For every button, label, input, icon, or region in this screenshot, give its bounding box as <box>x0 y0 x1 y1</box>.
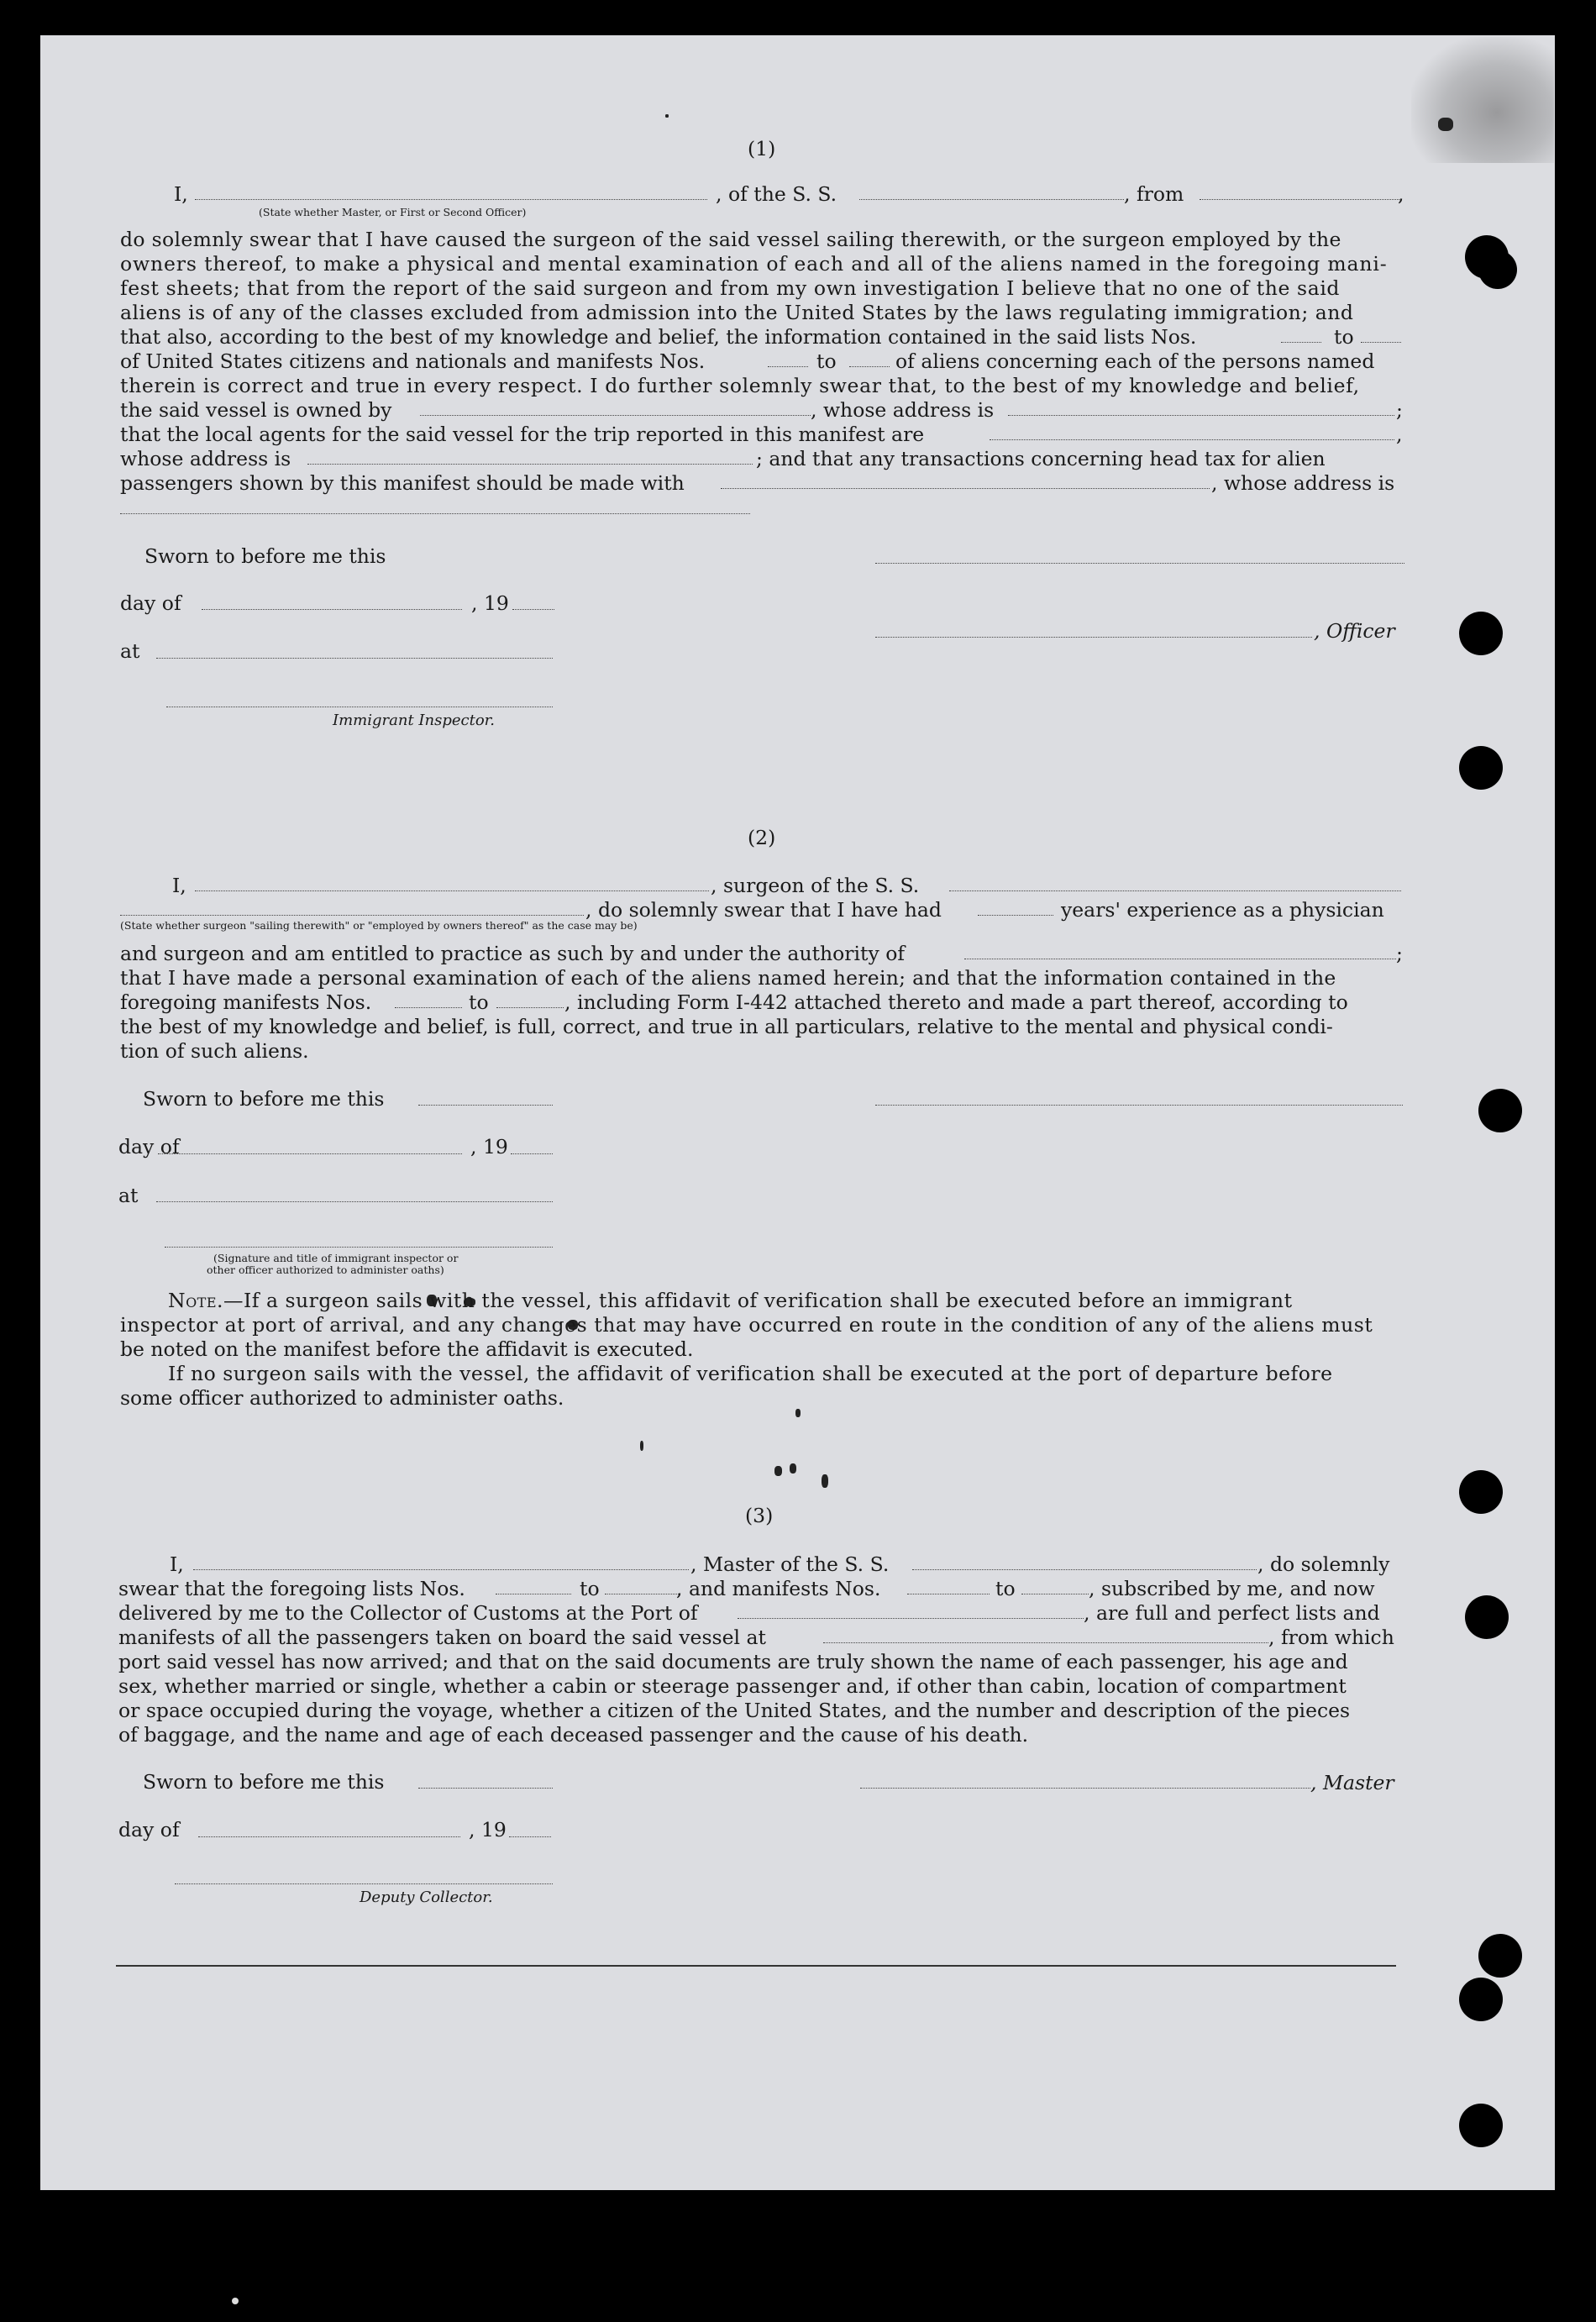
year-field[interactable] <box>509 1836 551 1837</box>
owner-address-field[interactable] <box>1008 415 1394 416</box>
section-2-number: (2) <box>748 826 776 849</box>
comma: , <box>1396 423 1403 446</box>
paragraph-line: aliens is of any of the classes excluded from admission into the United States by the laws regulating immigration; and <box>120 301 1354 324</box>
note-line: some officer authorized to administer oaths. <box>120 1386 564 1410</box>
label-i: I, <box>170 1552 184 1576</box>
lists-to-field[interactable] <box>1361 342 1401 343</box>
label-master-of: , Master of the S. S. <box>690 1552 890 1576</box>
paragraph-line: ; and that any transactions concerning head tax for alien <box>756 447 1326 470</box>
at-label: at <box>120 639 140 663</box>
master-label: , Master <box>1310 1771 1394 1794</box>
ink-speck <box>1438 118 1453 131</box>
paragraph-line: port said vessel has now arrived; and that on the said documents are truly shown the name of each passenger, his age and <box>118 1650 1348 1673</box>
label-i: I, <box>174 182 188 206</box>
ink-speck <box>665 114 669 118</box>
label-to: to <box>1334 325 1354 349</box>
punch-hole <box>1465 1595 1509 1639</box>
ink-speck <box>232 2298 239 2304</box>
day-of-field[interactable] <box>158 1153 462 1154</box>
signature-hint: (Signature and title of immigrant inspector or <box>213 1252 459 1264</box>
note-label: Note. <box>168 1289 224 1312</box>
year-label: , 19 <box>471 591 509 615</box>
day-of-label: day of <box>120 591 181 615</box>
officer-signature-field[interactable] <box>875 563 1404 564</box>
port-of-departure-field[interactable] <box>823 1642 1268 1643</box>
semicolon: ; <box>1396 942 1403 965</box>
section-1-number: (1) <box>748 137 776 160</box>
semicolon: ; <box>1396 398 1403 422</box>
paragraph-line: that I have made a personal examination of each of the aliens named herein; and that the information contained in the <box>120 966 1336 990</box>
ink-speck <box>790 1463 796 1474</box>
paragraph-line: , are full and perfect lists and <box>1084 1601 1380 1625</box>
label-to: to <box>995 1577 1016 1600</box>
lists-from-field[interactable] <box>1281 342 1321 343</box>
ship-name-field[interactable] <box>859 199 1124 200</box>
paragraph-line: , from which <box>1268 1626 1394 1649</box>
note-line: be noted on the manifest before the affidavit is executed. <box>120 1337 694 1361</box>
inspector-label: Immigrant Inspector. <box>333 712 496 729</box>
year-label: , 19 <box>470 1135 508 1158</box>
owner-field[interactable] <box>420 415 811 416</box>
label-years: years' experience as a physician <box>1061 898 1384 922</box>
sworn-label: Sworn to before me this <box>143 1770 385 1794</box>
port-of-arrival-field[interactable] <box>738 1618 1084 1619</box>
ink-speck <box>640 1441 643 1451</box>
paragraph-line: or space occupied during the voyage, whether a citizen of the United States, and the number and description of the pieces <box>118 1699 1351 1722</box>
day-of-field[interactable] <box>198 1836 460 1837</box>
day-of-label: day of <box>118 1818 180 1841</box>
port-from-field[interactable] <box>1200 199 1399 200</box>
paragraph-line: foregoing manifests Nos. <box>120 990 372 1014</box>
punch-hole <box>1459 2104 1503 2147</box>
label-to: to <box>469 990 489 1014</box>
paragraph-line: therein is correct and true in every respect. I do further solemnly swear that, to the best of my knowledge and belief, <box>120 374 1360 397</box>
bottom-rule <box>116 1965 1396 1967</box>
sworn-label: Sworn to before me this <box>144 544 386 568</box>
master-name-field[interactable] <box>193 1569 689 1570</box>
label-to: to <box>580 1577 600 1600</box>
paragraph-line: of United States citizens and nationals and manifests Nos. <box>120 349 706 373</box>
paragraph-line: do solemnly swear that I have caused the surgeon of the said vessel sailing therewith, or the surgeon employed by the <box>120 228 1341 251</box>
punch-hole <box>1459 1978 1503 2021</box>
manifests-from-field[interactable] <box>395 1007 462 1008</box>
label-to: to <box>816 349 837 373</box>
paragraph-line: the best of my knowledge and belief, is full, correct, and true in all particulars, relative to the mental and physical condi- <box>120 1015 1333 1038</box>
at-place-field[interactable] <box>156 658 553 659</box>
paragraph-line: of baggage, and the name and age of each deceased passenger and the cause of his death. <box>118 1723 1029 1747</box>
sworn-day-field[interactable] <box>418 1105 553 1106</box>
head-tax-address-field[interactable] <box>120 513 750 514</box>
label-surgeon-of: , surgeon of the S. S. <box>711 874 920 897</box>
paragraph-line: swear that the foregoing lists Nos. <box>118 1577 465 1600</box>
field-hint: (State whether Master, or First or Second Officer) <box>259 206 527 218</box>
day-of-label: day of <box>118 1135 180 1158</box>
label-of-ss: , of the S. S. <box>716 182 837 206</box>
officer-label: , Officer <box>1314 619 1395 643</box>
paragraph-line: the said vessel is owned by <box>120 398 392 422</box>
paragraph-line: sex, whether married or single, whether a cabin or steerage passenger and, if other than cabin, location of compartment <box>118 1674 1347 1698</box>
sworn-label: Sworn to before me this <box>143 1087 385 1111</box>
collector-signature-field[interactable] <box>175 1883 553 1884</box>
paragraph-line: manifests of all the passengers taken on board the said vessel at <box>118 1626 766 1649</box>
surgeon-name-field[interactable] <box>195 890 709 891</box>
note-text: —If a surgeon sails with the vessel, this affidavit of verification shall be executed before an immigrant <box>223 1289 1293 1312</box>
punch-hole <box>1459 612 1503 655</box>
at-place-field[interactable] <box>156 1201 553 1202</box>
surgeon-status-field[interactable] <box>120 915 584 916</box>
label-address: , whose address is <box>811 398 995 422</box>
corner-stain <box>1411 37 1554 163</box>
paragraph-line: , and manifests Nos. <box>676 1577 881 1600</box>
surgeon-signature-field[interactable] <box>875 1105 1403 1106</box>
day-of-field[interactable] <box>202 609 462 610</box>
officer-title-line[interactable] <box>875 637 1312 638</box>
note-line: If no surgeon sails with the vessel, the affidavit of verification shall be executed at the port of departure before <box>168 1362 1333 1385</box>
paragraph-line: of aliens concerning each of the persons named <box>895 349 1375 373</box>
paragraph-line: owners thereof, to make a physical and mental examination of each and all of the aliens named in the foregoing mani- <box>120 252 1388 276</box>
paragraph-line: whose address is <box>120 447 291 470</box>
paragraph-line: passengers shown by this manifest should be made with <box>120 471 685 495</box>
section-3-number: (3) <box>745 1504 774 1527</box>
year-field[interactable] <box>512 609 554 610</box>
ship-name-field[interactable] <box>912 1569 1257 1570</box>
head-tax-agent-field[interactable] <box>721 488 1210 489</box>
label-do-solemnly: , do solemnly <box>1257 1552 1390 1576</box>
note-line <box>168 1291 1293 1311</box>
officer-title-field[interactable] <box>195 199 707 200</box>
deputy-label: Deputy Collector. <box>360 1889 493 1906</box>
inspector-signature-field[interactable] <box>165 1247 553 1248</box>
ship-name-field[interactable] <box>949 890 1401 891</box>
paragraph-line: that also, according to the best of my knowledge and belief, the information contained in the said lists Nos. <box>120 325 1197 349</box>
comma: , <box>1398 182 1404 206</box>
year-label: , 19 <box>469 1818 507 1841</box>
sworn-day-field[interactable] <box>418 1788 553 1789</box>
agents-address-field[interactable] <box>307 464 753 465</box>
signature-hint: other officer authorized to administer oaths) <box>207 1263 444 1276</box>
local-agents-field[interactable] <box>990 439 1394 440</box>
label-swear: , do solemnly swear that I have had <box>585 898 942 922</box>
paragraph-line: , including Form I-442 attached thereto and made a part thereof, according to <box>564 990 1348 1014</box>
paragraph-line: tion of such aliens. <box>120 1039 309 1063</box>
paragraph-line: delivered by me to the Collector of Customs at the Port of <box>118 1601 698 1625</box>
years-experience-field[interactable] <box>978 915 1053 916</box>
punch-hole <box>1478 250 1517 289</box>
note-line: inspector at port of arrival, and any changes that may have occurred en route in the condition of any of the aliens must <box>120 1313 1373 1337</box>
label-from: , from <box>1124 182 1184 206</box>
paragraph-line: , whose address is <box>1211 471 1395 495</box>
year-field[interactable] <box>511 1153 553 1154</box>
ink-speck <box>795 1409 801 1417</box>
punch-hole <box>1478 1934 1522 1978</box>
punch-hole <box>1478 1089 1522 1132</box>
manifests-from-field[interactable] <box>768 366 808 367</box>
at-label: at <box>118 1184 139 1207</box>
punch-hole <box>1459 746 1503 790</box>
paragraph-line: fest sheets; that from the report of the said surgeon and from my own investigation I believe that no one of the said <box>120 276 1341 300</box>
manifests-to-field[interactable] <box>496 1007 564 1008</box>
paragraph-line: that the local agents for the said vessel for the trip reported in this manifest are <box>120 423 925 446</box>
ink-speck <box>822 1474 828 1488</box>
paragraph-line: and surgeon and am entitled to practice as such by and under the authority of <box>120 942 906 965</box>
master-signature-field[interactable] <box>860 1788 1310 1789</box>
punch-hole <box>1459 1470 1503 1514</box>
ink-speck <box>774 1466 782 1476</box>
label-i: I, <box>172 874 186 897</box>
field-hint: (State whether surgeon "sailing therewith" or "employed by owners thereof" as the case may be) <box>120 919 638 932</box>
paragraph-line: , subscribed by me, and now <box>1089 1577 1375 1600</box>
manifests-to-field[interactable] <box>849 366 890 367</box>
